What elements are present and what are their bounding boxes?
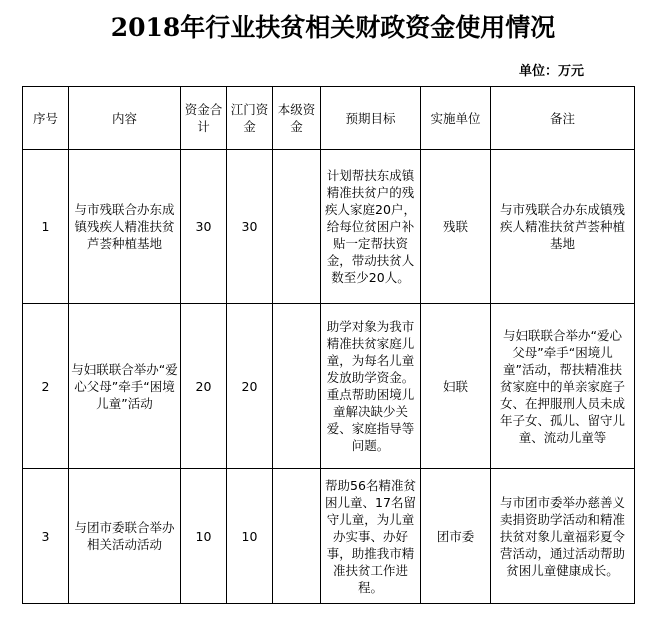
- header-content: 内容: [69, 87, 181, 150]
- table-row: [23, 304, 635, 469]
- cell-total: 20: [181, 304, 227, 469]
- header-unit: 实施单位: [421, 87, 491, 150]
- cell-unit: 妇联: [421, 304, 491, 469]
- cell-note: 与市残联合办东成镇残疾人精准扶贫芦荟种植基地: [491, 150, 635, 304]
- cell-content: 与妇联联合举办“爱心父母”牵手“困境儿童”活动: [69, 304, 181, 469]
- table-header-row: [23, 87, 635, 150]
- cell-jiangmen: 30: [227, 150, 273, 304]
- cell-no: 1: [23, 150, 69, 304]
- cell-jiangmen: 10: [227, 469, 273, 604]
- cell-total: 10: [181, 469, 227, 604]
- cell-unit: 残联: [421, 150, 491, 304]
- cell-goal: 帮助56名精准贫困儿童、17名留守儿童，为儿童办实事、办好事，助推我市精准扶贫工作进程。: [321, 469, 421, 604]
- funds-table: [22, 86, 635, 604]
- cell-unit: 团市委: [421, 469, 491, 604]
- cell-note: 与市团市委举办慈善义卖捐资助学活动和精准扶贫对象儿童福彩夏令营活动，通过活动帮助贫困儿童健康成长。: [491, 469, 635, 604]
- header-goal: 预期目标: [321, 87, 421, 150]
- cell-content: 与市残联合办东成镇残疾人精准扶贫芦荟种植基地: [69, 150, 181, 304]
- header-no: 序号: [23, 87, 69, 150]
- header-local: 本级资金: [273, 87, 321, 150]
- cell-note: 与妇联联合举办“爱心父母”牵手“困境儿童”活动，帮扶精准扶贫家庭中的单亲家庭子女、在押服刑人员未成年子女、孤儿、留守儿童、流动儿童等: [491, 304, 635, 469]
- cell-goal: 助学对象为我市精准扶贫家庭儿童，为每名儿童发放助学资金。重点帮助困境儿童解决缺少关爱、家庭指导等问题。: [321, 304, 421, 469]
- header-jiangmen: 江门资金: [227, 87, 273, 150]
- cell-content: 与团市委联合举办相关活动活动: [69, 469, 181, 604]
- cell-local: [273, 150, 321, 304]
- header-note: 备注: [491, 87, 635, 150]
- table-row: [23, 469, 635, 604]
- cell-local: [273, 304, 321, 469]
- header-total: 资金合计: [181, 87, 227, 150]
- cell-no: 2: [23, 304, 69, 469]
- cell-total: 30: [181, 150, 227, 304]
- cell-jiangmen: 20: [227, 304, 273, 469]
- cell-no: 3: [23, 469, 69, 604]
- cell-local: [273, 469, 321, 604]
- table-row: [23, 150, 635, 304]
- page-title: 2018年行业扶贫相关财政资金使用情况: [110, 13, 556, 42]
- cell-goal: 计划帮扶东成镇精准扶贫户的残疾人家庭20户，给每位贫困户补贴一定帮扶资金，带动扶贫人数至少20人。: [321, 150, 421, 304]
- unit-label: 单位：万元: [518, 64, 584, 79]
